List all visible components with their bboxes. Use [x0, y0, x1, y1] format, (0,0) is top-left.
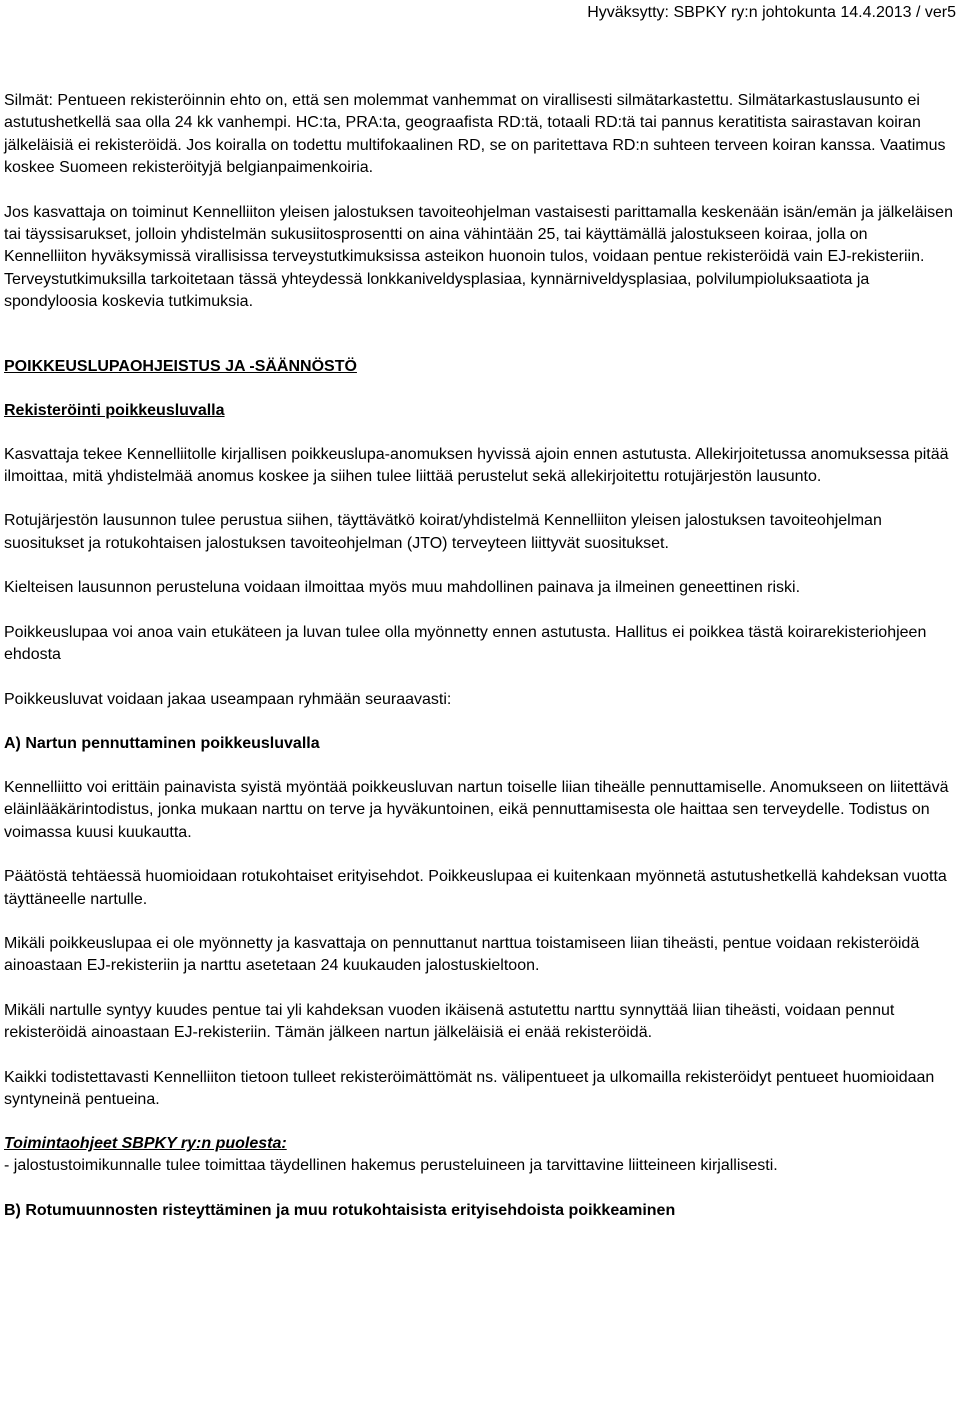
- page-header: Hyväksytty: SBPKY ry:n johtokunta 14.4.2013 / ver5: [587, 4, 956, 21]
- paragraph-litter-permit: Kennelliitto voi erittäin painavista syistä myöntää poikkeusluvan nartun toiselle liian tiheälle pennuttamiselle. Anomukseen on liitettävä eläinlääkärintodistus, jonka mukaan narttu on terve ja hyväkuntoinen, eikä pennuttamisesta ole haittaa sen terveydelle. Todistus on voimassa kuusi kuukautta.: [4, 778, 949, 841]
- subsection-heading-b: B) Rotumuunnosten risteyttäminen ja muu rotukohtaisista erityisehdoista poikkeaminen: [4, 1201, 676, 1219]
- paragraph-inbreeding: Jos kasvattaja on toiminut Kennelliiton yleisen jalostuksen tavoiteohjelman vastaisesti parittamalla keskenään isän/emän ja jälkeläisen tai täyssisarukset, jolloin yhdistelmän sukusiitosprosentti on aina vähintään 25, tai käyttämällä jalostukseen koiraa, jolla on Kennelliiton hyväksymissä virallisissa terveystutkimuksissa asteikon huonoin tulos, voidaan pentue rekisteröidä vain EJ-rekisteriin. Terveystutkimuksilla tarkoitetaan tässä yhteydessä lonkkaniveldysplasiaa, kynnärniveldysplasiaa, polvilumpioluksaatiota ja spondyloosia koskevia tutkimuksia.: [4, 203, 953, 311]
- paragraph-unregistered: Kaikki todistettavasti Kennelliiton tietoon tulleet rekisteröimättömät ns. välipentueet ja ulkomailla rekisteröidyt pentueet huomioidaan syntyneinä pentueina.: [4, 1068, 935, 1108]
- paragraph-groups: Poikkeusluvat voidaan jakaa useampaan ryhmään seuraavasti:: [4, 690, 452, 708]
- paragraph-statement: Rotujärjestön lausunnon tulee perustua siihen, täyttävätkö koirat/yhdistelmä Kennelliiton yleisen jalostuksen tavoiteohjelman suositukset ja rotukohtaisen jalostuksen tavoiteohjelman (JTO) terveyteen liittyvät suositukset.: [4, 512, 882, 552]
- subsection-heading-a: A) Nartun pennuttaminen poikkeusluvalla: [4, 734, 320, 752]
- paragraph-eyes: Silmät: Pentueen rekisteröinnin ehto on, että sen molemmat vanhemmat on virallisesti silmätarkastettu. Silmätarkastuslausunto ei astutushetkellä saa olla 24 kk vanhempi. HC:ta, PRA:ta, geograafista RD:tä, totaali RD:tä tai pannus keratitista sairastavan koiran jälkeläisiä ei rekisteröidä. Jos koiralla on todettu multifokaalinen RD, se on paritettava RD:n suhteen terveen koiran kanssa. Vaatimus koskee Suomeen rekisteröityjä belgianpaimenkoiria.: [4, 92, 946, 177]
- instructions-heading: Toimintaohjeet SBPKY ry:n puolesta:: [4, 1135, 287, 1153]
- paragraph-decision: Päätöstä tehtäessä huomioidaan rotukohtaiset erityisehdot. Poikkeuslupaa ei kuitenkaan myönnetä astutushetkellä kahdeksan vuotta täyttäneelle nartulle.: [4, 868, 947, 908]
- document-body: [4, 90, 954, 1222]
- subsection-heading: Rekisteröinti poikkeusluvalla: [4, 401, 225, 419]
- paragraph-negative-statement: Kielteisen lausunnon perusteluna voidaan ilmoittaa myös muu mahdollinen painava ja ilmeinen geneettinen riski.: [4, 579, 801, 597]
- paragraph-application: Kasvattaja tekee Kennelliitolle kirjallisen poikkeuslupa-anomuksen hyvissä ajoin ennen astutusta. Allekirjoitetussa anomuksessa pitää ilmoittaa, mitä yhdistelmää anomus koskee ja siihen tulee liittää perustelut sekä allekirjoitettu rotujärjestön lausunto.: [4, 445, 949, 486]
- paragraph-instructions: - jalostustoimikunnalle tulee toimittaa täydellinen hakemus perusteluineen ja tarvittavine liitteineen kirjallisesti.: [4, 1157, 778, 1175]
- section-heading: POIKKEUSLUPAOHJEISTUS JA -SÄÄNNÖSTÖ: [4, 357, 357, 375]
- paragraph-sixth-litter: Mikäli nartulle syntyy kuudes pentue tai yli kahdeksan vuoden ikäisenä astutettu narttu synnyttää liian tiheästi, voidaan pennut rekisteröidä ainoastaan EJ-rekisteriin. Tämän jälkeen nartun jälkeläisiä ei enää rekisteröidä.: [4, 1001, 895, 1042]
- paragraph-advance-application: Poikkeuslupaa voi anoa vain etukäteen ja luvan tulee olla myönnetty ennen astutusta. Hallitus ei poikkea tästä koirarekisteriohjeen ehdosta: [4, 623, 927, 664]
- paragraph-no-permit: Mikäli poikkeuslupaa ei ole myönnetty ja kasvattaja on pennuttanut narttua toistamiseen liian tiheästi, pentue voidaan rekisteröidä ainoastaan EJ-rekisteriin ja narttu asetetaan 24 kuukauden jalostuskieltoon.: [4, 934, 920, 975]
